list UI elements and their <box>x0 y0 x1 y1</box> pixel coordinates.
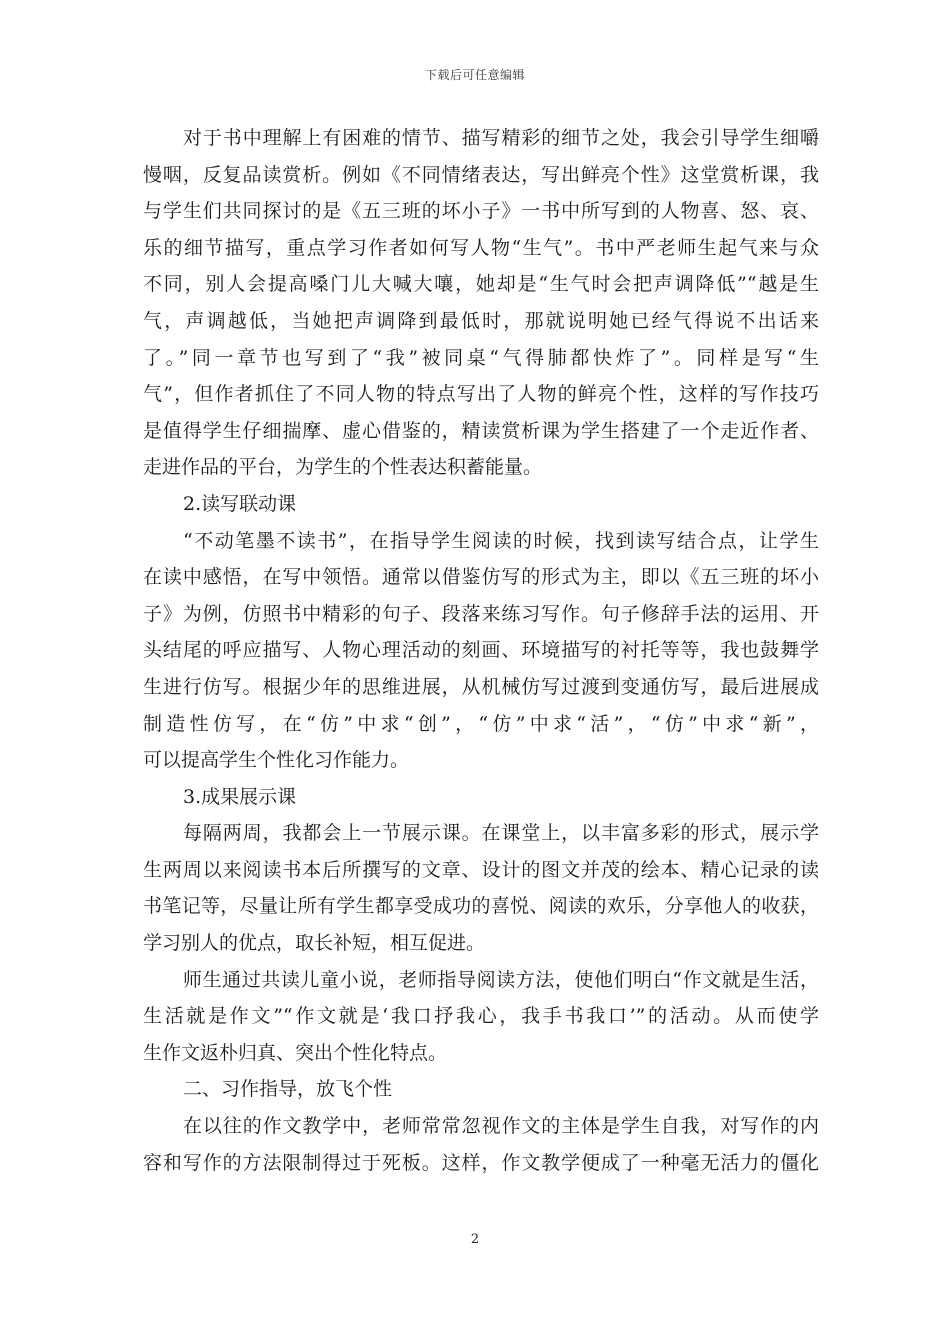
paragraph-line: 生进行仿写。根据少年的思维进展，从机械仿写过渡到变通仿写，最后进展成 <box>143 675 819 698</box>
paragraph-line: “不动笔墨不读书”，在指导学生阅读的时候，找到读写结合点，让学生 <box>183 529 819 552</box>
paragraph-line: 是值得学生仔细揣摩、虚心借鉴的，精读赏析课为学生搭建了一个走近作者、 <box>143 419 819 442</box>
paragraph-line: 子》为例，仿照书中精彩的句子、段落来练习写作。句子修辞手法的运用、开 <box>143 602 819 625</box>
body-text <box>143 120 819 1181</box>
paragraph-line: 师生通过共读儿童小说，老师指导阅读方法，使他们明白“作文就是生活， <box>183 968 819 991</box>
paragraph-line: 乐的细节描写，重点学习作者如何写人物“生气”。书中严老师生起气来与众 <box>143 236 819 259</box>
paragraph-line: 书笔记等，尽量让所有学生都享受成功的喜悦、阅读的欢乐，分享他人的收获， <box>143 895 819 918</box>
section-heading: 二、习作指导，放飞个性 <box>183 1078 393 1101</box>
paragraph-line: 每隔两周，我都会上一节展示课。在课堂上，以丰富多彩的形式，展示学 <box>183 822 819 845</box>
paragraph-line: 在读中感悟，在写中领悟。通常以借鉴仿写的形式为主，即以《五三班的坏小 <box>143 566 819 589</box>
paragraph-line: 了。”同一章节也写到了“我”被同桌“气得肺都快炸了”。同样是写“生 <box>143 346 819 369</box>
section-heading: 2.读写联动课 <box>183 492 297 515</box>
page-header: 下载后可任意编辑 <box>424 68 525 82</box>
paragraph-line: 生两周以来阅读书本后所撰写的文章、设计的图文并茂的绘本、精心记录的读 <box>143 858 819 881</box>
page-number: 2 <box>470 1232 480 1247</box>
paragraph-line: 气，声调越低，当她把声调降到最低时，那就说明她已经气得说不出话来 <box>143 309 819 332</box>
paragraph-line: 制造性仿写，在“仿”中求“创”，“仿”中求“活”，“仿”中求“新”， <box>143 712 819 735</box>
paragraph-line: 生活就是作文”“作文就是‘我口抒我心，我手书我口’”的活动。从而使学 <box>143 1005 819 1028</box>
paragraph-line: 不同，别人会提高嗓门儿大喊大嚷，她却是“生气时会把声调降低”“越是生 <box>143 273 819 296</box>
paragraph-line: 生作文返朴归真、突出个性化特点。 <box>143 1041 448 1064</box>
paragraph-line: 头结尾的呼应描写、人物心理活动的刻画、环境描写的衬托等等，我也鼓舞学 <box>143 639 819 662</box>
paragraph-line: 与学生们共同探讨的是《五三班的坏小子》一书中所写到的人物喜、怒、哀、 <box>143 200 819 223</box>
section-heading: 3.成果展示课 <box>183 785 297 808</box>
paragraph-line: 对于书中理解上有困难的情节、描写精彩的细节之处，我会引导学生细嚼 <box>183 127 819 149</box>
paragraph-line: 在以往的作文教学中，老师常常忽视作文的主体是学生自我，对写作的内 <box>183 1115 819 1138</box>
paragraph-line: 慢咽，反复品读赏析。例如《不同情绪表达，写出鲜亮个性》这堂赏析课，我 <box>143 163 819 186</box>
paragraph-line: 气”，但作者抓住了不同人物的特点写出了人物的鲜亮个性，这样的写作技巧 <box>143 383 819 406</box>
paragraph-line: 容和写作的方法限制得过于死板。这样，作文教学便成了一种毫无活力的僵化 <box>143 1151 819 1174</box>
paragraph-line: 走进作品的平台，为学生的个性表达积蓄能量。 <box>143 456 543 479</box>
paragraph-line: 可以提高学生个性化习作能力。 <box>143 749 410 772</box>
paragraph-line: 学习别人的优点，取长补短，相互促进。 <box>143 932 486 955</box>
